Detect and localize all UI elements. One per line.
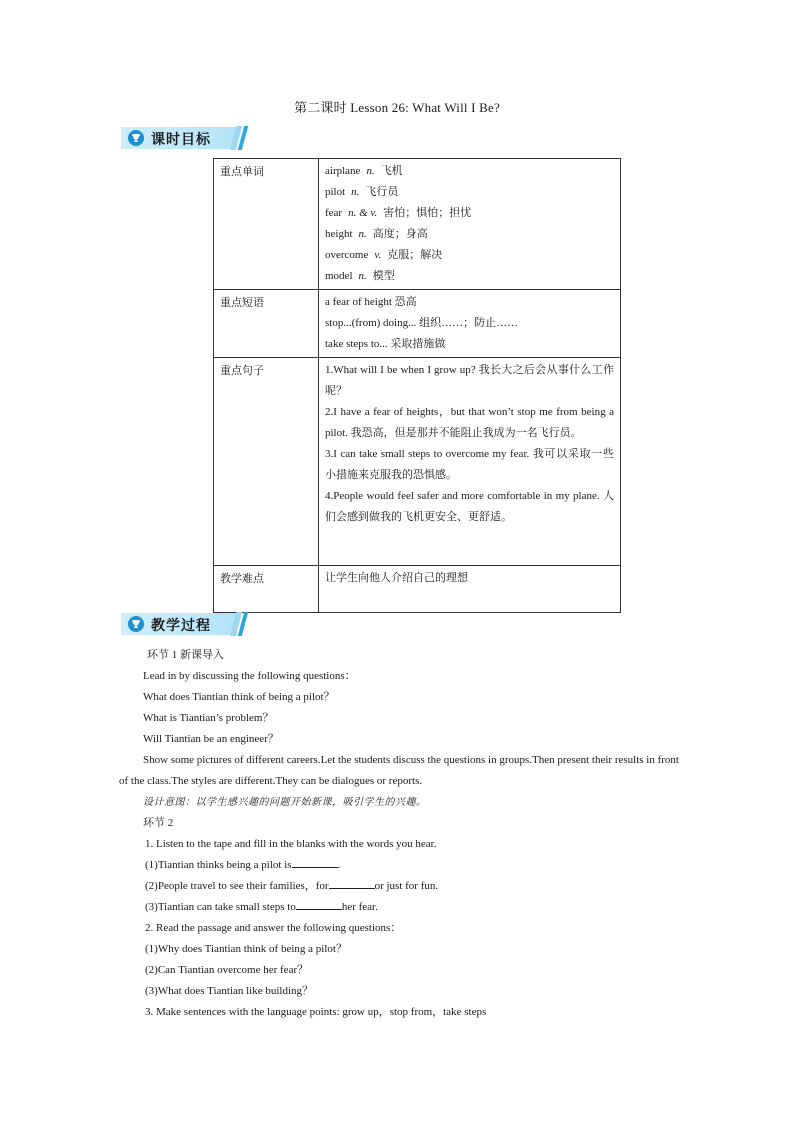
step1-title: 环节 1 新课导入 <box>147 649 224 661</box>
question-item: What does Tiantian think of being a pilot？ <box>143 691 335 703</box>
word-item: airplane n. 飞机 <box>325 165 403 177</box>
phrase-item: take steps to... 采取措施做 <box>325 338 446 350</box>
page-title: 第二课时 Lesson 26: What Will I Be? <box>294 100 500 115</box>
show-paragraph: Show some pictures of different careers.Let the students discuss the questions in groups.Then present their results in front of the class.The styles are different.They can be dialogues or reports. <box>119 754 679 787</box>
words-cell <box>319 159 621 290</box>
table-row <box>214 566 621 613</box>
task-item: 2. Read the passage and answer the following questions： <box>145 922 402 934</box>
question-item: Will Tiantian be an engineer？ <box>143 733 279 745</box>
table-row <box>214 159 621 290</box>
process-body <box>119 645 679 1023</box>
fill-blank-item: (2)People travel to see their families，for or just for fun. <box>119 876 679 897</box>
word-item: pilot n. 飞行员 <box>325 186 399 198</box>
question-item: (1)Why does Tiantian think of being a pilot？ <box>145 943 347 955</box>
fill-blank-item: (3)Tiantian can take small steps to her fear. <box>119 897 679 918</box>
row-header-phrases: 重点短语 <box>214 290 319 358</box>
section-header-goals <box>121 126 245 150</box>
goals-table <box>213 158 621 613</box>
word-item: overcome v. 克服；解决 <box>325 249 443 261</box>
trophy-icon <box>128 616 144 632</box>
phrase-item: a fear of height 恐高 <box>325 296 417 308</box>
question-item: What is Tiantian’s problem？ <box>143 712 274 724</box>
answer-blank[interactable] <box>329 877 375 889</box>
answer-blank[interactable] <box>296 898 342 910</box>
word-item: model n. 模型 <box>325 270 395 282</box>
row-header-difficulty: 教学难点 <box>214 566 319 613</box>
question-item: (2)Can Tiantian overcome her fear？ <box>145 964 309 976</box>
sentence-item: 4.People would feel safer and more comfortable in my plane. 人们会感到做我的飞机更安全、更舒适。 <box>325 490 614 523</box>
table-row <box>214 290 621 358</box>
step2-title: 环节 2 <box>143 817 174 829</box>
sentences-cell <box>319 358 621 566</box>
fill-blank-item: (1)Tiantian thinks being a pilot is . <box>119 855 679 876</box>
section-label: 课时目标 <box>151 132 211 148</box>
row-header-sentences: 重点句子 <box>214 358 319 566</box>
design-intent: 设计意图：以学生感兴趣的问题开始新课，吸引学生的兴趣。 <box>143 797 427 808</box>
sentence-item: 1.What will I be when I grow up? 我长大之后会从事什么工作呢？ <box>325 364 614 397</box>
phrase-item: stop...(from) doing... 组织……；防止…… <box>325 317 519 329</box>
table-row <box>214 358 621 566</box>
section-header-process <box>121 612 245 636</box>
lead-in: Lead in by discussing the following questions： <box>143 670 356 682</box>
trophy-icon <box>128 130 144 146</box>
word-item: height n. 高度；身高 <box>325 228 428 240</box>
sentence-item: 2.I have a fear of heights，but that won’t stop me from being a pilot. 我恐高，但是那并不能阻止我成为一名飞行员。 <box>325 406 614 439</box>
difficulty-cell <box>319 566 621 613</box>
question-item: (3)What does Tiantian like building？ <box>145 985 314 997</box>
row-header-words: 重点单词 <box>214 159 319 290</box>
phrases-cell <box>319 290 621 358</box>
task-item: 3. Make sentences with the language points: grow up，stop from，take steps <box>145 1006 487 1018</box>
task-item: 1. Listen to the tape and fill in the blanks with the words you hear. <box>145 838 437 850</box>
section-label: 教学过程 <box>151 618 211 634</box>
word-item: fear n. & v. 害怕；惧怕；担忧 <box>325 207 472 219</box>
sentence-item: 3.I can take small steps to overcome my fear. 我可以采取一些小措施来克服我的恐惧感。 <box>325 448 614 481</box>
answer-blank[interactable] <box>292 856 338 868</box>
difficulty-text: 让学生向他人介绍自己的理想 <box>325 572 468 584</box>
